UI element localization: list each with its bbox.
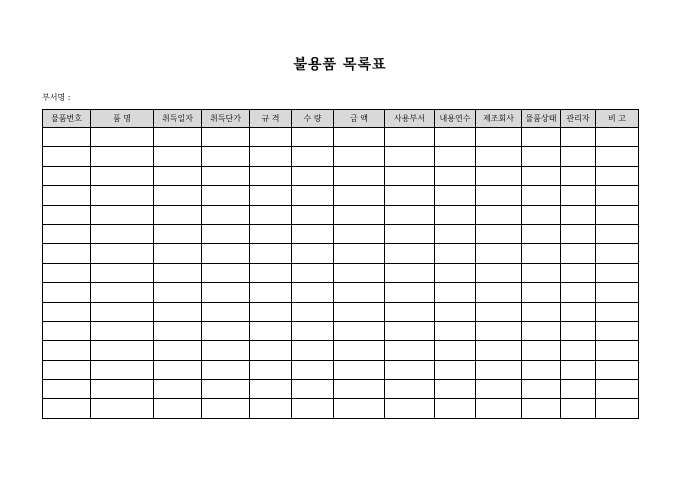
cell-remarks bbox=[596, 283, 639, 302]
cell-manufacturer bbox=[476, 399, 522, 418]
cell-using-department bbox=[385, 283, 435, 302]
cell-quantity bbox=[292, 244, 334, 263]
cell-remarks bbox=[596, 380, 639, 399]
cell-item-number bbox=[43, 166, 91, 185]
cell-manufacturer bbox=[476, 244, 522, 263]
cell-specification bbox=[250, 263, 292, 282]
cell-item-name bbox=[91, 263, 154, 282]
cell-manufacturer bbox=[476, 128, 522, 147]
table-row bbox=[43, 399, 639, 418]
cell-item-condition bbox=[522, 283, 561, 302]
cell-manufacturer bbox=[476, 380, 522, 399]
cell-item-name bbox=[91, 321, 154, 340]
cell-remarks bbox=[596, 302, 639, 321]
page-title: 불용품 목록표 bbox=[293, 57, 387, 73]
cell-amount bbox=[334, 302, 385, 321]
cell-using-department bbox=[385, 186, 435, 205]
cell-specification bbox=[250, 244, 292, 263]
cell-amount bbox=[334, 224, 385, 243]
col-header-useful-life: 내용연수 bbox=[435, 110, 476, 128]
cell-item-name bbox=[91, 224, 154, 243]
cell-manufacturer bbox=[476, 224, 522, 243]
cell-item-condition bbox=[522, 341, 561, 360]
cell-item-condition bbox=[522, 147, 561, 166]
cell-acquisition-date bbox=[154, 224, 202, 243]
cell-manager bbox=[561, 399, 596, 418]
table-row bbox=[43, 186, 639, 205]
cell-acquisition-date bbox=[154, 302, 202, 321]
cell-using-department bbox=[385, 147, 435, 166]
cell-remarks bbox=[596, 166, 639, 185]
col-header-item-name: 품 명 bbox=[91, 110, 154, 128]
cell-manager bbox=[561, 321, 596, 340]
cell-remarks bbox=[596, 341, 639, 360]
cell-amount bbox=[334, 263, 385, 282]
cell-specification bbox=[250, 360, 292, 379]
cell-acquisition-date bbox=[154, 341, 202, 360]
col-header-amount: 금 액 bbox=[334, 110, 385, 128]
cell-useful-life bbox=[435, 205, 476, 224]
cell-acquisition-unit-price bbox=[202, 128, 250, 147]
cell-using-department bbox=[385, 321, 435, 340]
col-header-manufacturer: 제조회사 bbox=[476, 110, 522, 128]
cell-manufacturer bbox=[476, 302, 522, 321]
cell-acquisition-date bbox=[154, 263, 202, 282]
cell-manufacturer bbox=[476, 263, 522, 282]
cell-amount bbox=[334, 205, 385, 224]
cell-manager bbox=[561, 263, 596, 282]
cell-quantity bbox=[292, 302, 334, 321]
table-row bbox=[43, 205, 639, 224]
cell-acquisition-unit-price bbox=[202, 205, 250, 224]
cell-acquisition-date bbox=[154, 283, 202, 302]
cell-amount bbox=[334, 186, 385, 205]
cell-acquisition-date bbox=[154, 399, 202, 418]
cell-item-name bbox=[91, 166, 154, 185]
cell-item-number bbox=[43, 244, 91, 263]
cell-using-department bbox=[385, 205, 435, 224]
cell-quantity bbox=[292, 399, 334, 418]
col-header-item-number: 물품번호 bbox=[43, 110, 91, 128]
cell-item-name bbox=[91, 128, 154, 147]
cell-item-number bbox=[43, 128, 91, 147]
cell-specification bbox=[250, 302, 292, 321]
cell-specification bbox=[250, 399, 292, 418]
cell-amount bbox=[334, 166, 385, 185]
cell-specification bbox=[250, 283, 292, 302]
cell-item-name bbox=[91, 399, 154, 418]
disposal-items-table bbox=[42, 109, 639, 419]
cell-item-name bbox=[91, 205, 154, 224]
cell-quantity bbox=[292, 166, 334, 185]
cell-amount bbox=[334, 399, 385, 418]
cell-manager bbox=[561, 166, 596, 185]
cell-specification bbox=[250, 380, 292, 399]
table-row bbox=[43, 360, 639, 379]
cell-manager bbox=[561, 380, 596, 399]
cell-acquisition-unit-price bbox=[202, 147, 250, 166]
cell-using-department bbox=[385, 380, 435, 399]
table-row bbox=[43, 128, 639, 147]
cell-useful-life bbox=[435, 147, 476, 166]
table-row bbox=[43, 147, 639, 166]
cell-useful-life bbox=[435, 341, 476, 360]
cell-acquisition-date bbox=[154, 360, 202, 379]
cell-quantity bbox=[292, 128, 334, 147]
cell-acquisition-date bbox=[154, 244, 202, 263]
cell-acquisition-date bbox=[154, 380, 202, 399]
cell-specification bbox=[250, 205, 292, 224]
cell-specification bbox=[250, 321, 292, 340]
cell-manufacturer bbox=[476, 205, 522, 224]
cell-item-number bbox=[43, 224, 91, 243]
cell-acquisition-unit-price bbox=[202, 166, 250, 185]
cell-using-department bbox=[385, 341, 435, 360]
cell-acquisition-date bbox=[154, 128, 202, 147]
cell-quantity bbox=[292, 321, 334, 340]
cell-quantity bbox=[292, 263, 334, 282]
cell-using-department bbox=[385, 166, 435, 185]
col-header-remarks: 비 고 bbox=[596, 110, 639, 128]
cell-useful-life bbox=[435, 128, 476, 147]
col-header-manager: 관리자 bbox=[561, 110, 596, 128]
cell-acquisition-date bbox=[154, 147, 202, 166]
cell-manager bbox=[561, 128, 596, 147]
cell-quantity bbox=[292, 147, 334, 166]
cell-item-condition bbox=[522, 360, 561, 379]
cell-item-name bbox=[91, 341, 154, 360]
col-header-acquisition-unit-price: 취득단가 bbox=[202, 110, 250, 128]
col-header-quantity: 수 량 bbox=[292, 110, 334, 128]
cell-using-department bbox=[385, 399, 435, 418]
cell-amount bbox=[334, 321, 385, 340]
cell-item-number bbox=[43, 147, 91, 166]
cell-manager bbox=[561, 341, 596, 360]
cell-useful-life bbox=[435, 283, 476, 302]
cell-manager bbox=[561, 283, 596, 302]
cell-useful-life bbox=[435, 321, 476, 340]
cell-manufacturer bbox=[476, 321, 522, 340]
cell-amount bbox=[334, 244, 385, 263]
cell-quantity bbox=[292, 205, 334, 224]
cell-manager bbox=[561, 360, 596, 379]
cell-item-number bbox=[43, 380, 91, 399]
table-row bbox=[43, 380, 639, 399]
cell-using-department bbox=[385, 360, 435, 379]
cell-specification bbox=[250, 128, 292, 147]
col-header-item-condition: 물품상태 bbox=[522, 110, 561, 128]
cell-manufacturer bbox=[476, 341, 522, 360]
cell-remarks bbox=[596, 263, 639, 282]
cell-item-number bbox=[43, 263, 91, 282]
table-row bbox=[43, 244, 639, 263]
cell-quantity bbox=[292, 380, 334, 399]
cell-acquisition-date bbox=[154, 186, 202, 205]
cell-useful-life bbox=[435, 302, 476, 321]
cell-manufacturer bbox=[476, 166, 522, 185]
cell-item-condition bbox=[522, 263, 561, 282]
cell-useful-life bbox=[435, 224, 476, 243]
cell-useful-life bbox=[435, 186, 476, 205]
table-row bbox=[43, 166, 639, 185]
cell-item-number bbox=[43, 205, 91, 224]
cell-remarks bbox=[596, 321, 639, 340]
cell-item-number bbox=[43, 360, 91, 379]
cell-remarks bbox=[596, 360, 639, 379]
cell-manufacturer bbox=[476, 360, 522, 379]
table-row bbox=[43, 302, 639, 321]
cell-item-number bbox=[43, 283, 91, 302]
cell-item-condition bbox=[522, 224, 561, 243]
cell-item-number bbox=[43, 302, 91, 321]
cell-acquisition-unit-price bbox=[202, 399, 250, 418]
cell-remarks bbox=[596, 244, 639, 263]
cell-item-condition bbox=[522, 128, 561, 147]
cell-acquisition-unit-price bbox=[202, 360, 250, 379]
cell-item-number bbox=[43, 399, 91, 418]
cell-manager bbox=[561, 302, 596, 321]
cell-using-department bbox=[385, 263, 435, 282]
cell-manager bbox=[561, 244, 596, 263]
cell-remarks bbox=[596, 399, 639, 418]
cell-item-condition bbox=[522, 244, 561, 263]
cell-specification bbox=[250, 186, 292, 205]
cell-amount bbox=[334, 283, 385, 302]
cell-item-condition bbox=[522, 302, 561, 321]
cell-acquisition-date bbox=[154, 166, 202, 185]
cell-item-condition bbox=[522, 321, 561, 340]
cell-quantity bbox=[292, 341, 334, 360]
table-row bbox=[43, 341, 639, 360]
cell-specification bbox=[250, 147, 292, 166]
table-body bbox=[43, 128, 639, 419]
cell-acquisition-unit-price bbox=[202, 244, 250, 263]
cell-useful-life bbox=[435, 380, 476, 399]
cell-item-condition bbox=[522, 399, 561, 418]
cell-amount bbox=[334, 380, 385, 399]
cell-remarks bbox=[596, 147, 639, 166]
cell-manager bbox=[561, 147, 596, 166]
cell-item-number bbox=[43, 341, 91, 360]
cell-acquisition-unit-price bbox=[202, 380, 250, 399]
table-row bbox=[43, 224, 639, 243]
cell-manager bbox=[561, 224, 596, 243]
cell-manufacturer bbox=[476, 186, 522, 205]
col-header-acquisition-date: 취득일자 bbox=[154, 110, 202, 128]
cell-acquisition-date bbox=[154, 205, 202, 224]
cell-acquisition-unit-price bbox=[202, 302, 250, 321]
cell-item-name bbox=[91, 302, 154, 321]
cell-useful-life bbox=[435, 166, 476, 185]
cell-item-name bbox=[91, 244, 154, 263]
cell-specification bbox=[250, 341, 292, 360]
cell-useful-life bbox=[435, 360, 476, 379]
cell-item-name bbox=[91, 380, 154, 399]
cell-quantity bbox=[292, 360, 334, 379]
table-row bbox=[43, 321, 639, 340]
cell-item-name bbox=[91, 147, 154, 166]
cell-quantity bbox=[292, 186, 334, 205]
cell-remarks bbox=[596, 205, 639, 224]
cell-manager bbox=[561, 186, 596, 205]
cell-amount bbox=[334, 128, 385, 147]
cell-using-department bbox=[385, 302, 435, 321]
cell-amount bbox=[334, 360, 385, 379]
cell-item-condition bbox=[522, 205, 561, 224]
cell-manufacturer bbox=[476, 283, 522, 302]
department-label: 부서명 : bbox=[42, 93, 71, 102]
cell-acquisition-unit-price bbox=[202, 263, 250, 282]
cell-item-name bbox=[91, 360, 154, 379]
cell-specification bbox=[250, 224, 292, 243]
cell-item-number bbox=[43, 321, 91, 340]
cell-item-name bbox=[91, 283, 154, 302]
cell-item-name bbox=[91, 186, 154, 205]
table-row bbox=[43, 283, 639, 302]
cell-manufacturer bbox=[476, 147, 522, 166]
cell-quantity bbox=[292, 224, 334, 243]
cell-specification bbox=[250, 166, 292, 185]
cell-remarks bbox=[596, 128, 639, 147]
cell-acquisition-unit-price bbox=[202, 224, 250, 243]
cell-acquisition-unit-price bbox=[202, 321, 250, 340]
cell-useful-life bbox=[435, 399, 476, 418]
cell-acquisition-date bbox=[154, 321, 202, 340]
cell-acquisition-unit-price bbox=[202, 341, 250, 360]
cell-amount bbox=[334, 147, 385, 166]
cell-remarks bbox=[596, 224, 639, 243]
cell-useful-life bbox=[435, 263, 476, 282]
cell-remarks bbox=[596, 186, 639, 205]
cell-quantity bbox=[292, 283, 334, 302]
cell-acquisition-unit-price bbox=[202, 283, 250, 302]
col-header-using-department: 사용부서 bbox=[385, 110, 435, 128]
cell-using-department bbox=[385, 128, 435, 147]
table-header-row bbox=[43, 110, 639, 128]
col-header-specification: 규 격 bbox=[250, 110, 292, 128]
cell-item-condition bbox=[522, 166, 561, 185]
table-row bbox=[43, 263, 639, 282]
cell-item-number bbox=[43, 186, 91, 205]
cell-item-condition bbox=[522, 380, 561, 399]
cell-using-department bbox=[385, 224, 435, 243]
cell-amount bbox=[334, 341, 385, 360]
cell-manager bbox=[561, 205, 596, 224]
cell-useful-life bbox=[435, 244, 476, 263]
cell-using-department bbox=[385, 244, 435, 263]
cell-acquisition-unit-price bbox=[202, 186, 250, 205]
cell-item-condition bbox=[522, 186, 561, 205]
